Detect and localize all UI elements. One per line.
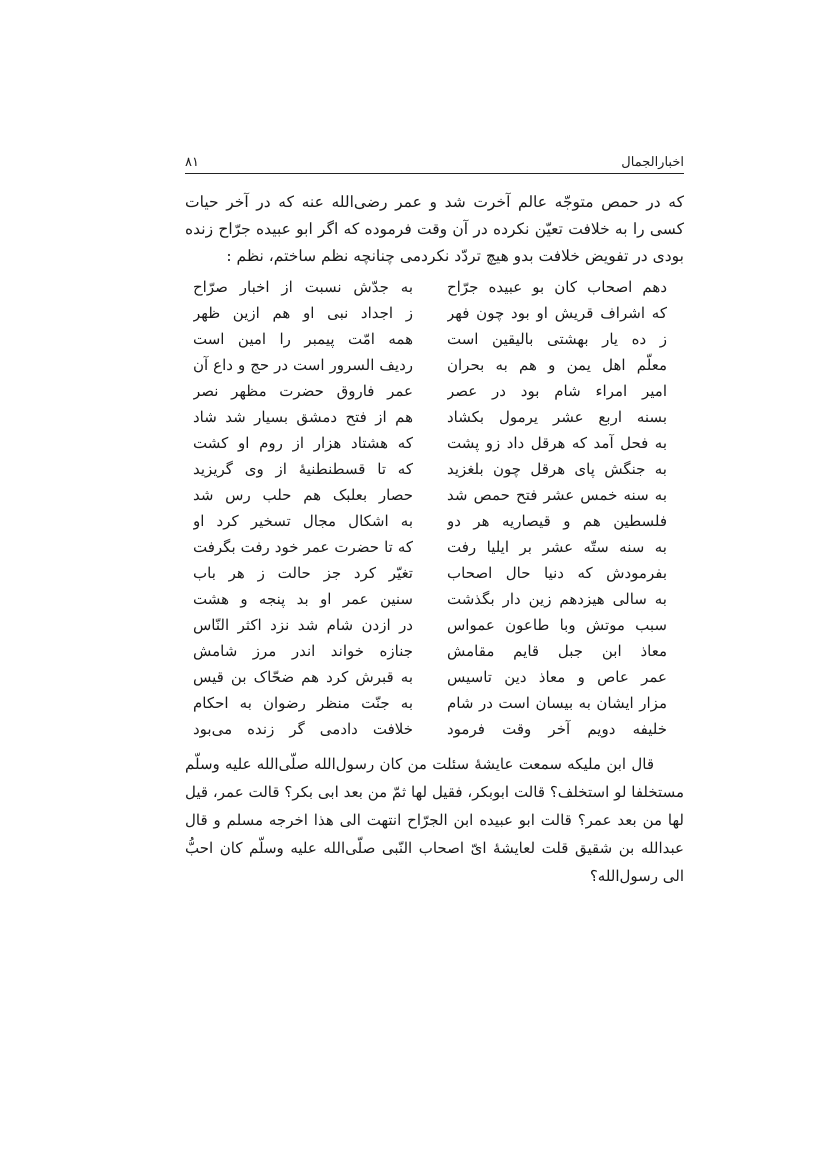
arabic-paragraph (185, 750, 684, 890)
poem-first-hemistich: بفرمودش که دنیا حال اصحاب (447, 564, 667, 582)
poem-first-hemistich: به سنه خمس عشر فتح حمص شد (447, 486, 667, 504)
poem-second-hemistich: به قبرش کرد هم ضحّاک بن قیس (193, 668, 413, 686)
poem-first-hemistich: دهم اصحاب کان بو عبیده جرّاح (447, 278, 667, 296)
poem-second-hemistich: حصار بعلبک هم حلب رس شد (193, 486, 413, 504)
poem-first-hemistich: به سالی هیزدهم زین دار بگذشت (447, 590, 667, 608)
poem-first-hemistich: بسنه اربع عشر یرمول بکشاد (447, 408, 667, 426)
poem-second-hemistich: خلافت دادمی گر زنده می‌بود (193, 720, 413, 738)
poem-second-hemistich: که تا قسطنطنیهٔ از وی گریزید (193, 460, 413, 478)
poem-second-hemistich: همه امّت پیمبر را امین است (193, 330, 413, 348)
poem-second-hemistich: ردیف السرور است در حج و داع آن (193, 356, 413, 374)
running-header (185, 150, 684, 174)
poem-second-hemistich: جنازه خواند اندر مرز شامش (193, 642, 413, 660)
poem-second-hemistich: عمر فاروق حضرت مظهر نصر (193, 382, 413, 400)
poem-first-hemistich: به جنگش پای هرقل چون بلغزید (447, 460, 667, 478)
poem-second-hemistich: به جنّت منظر رضوان به احکام (193, 694, 413, 712)
poem (185, 274, 684, 742)
poem-first-hemistich: به فحل آمد که هرقل داد زو پشت (447, 434, 667, 452)
poem-second-hemistich: که هشتاد هزار از روم او کشت (193, 434, 413, 452)
poem-first-hemistich: به سنه ستّه عشر بر ایلیا رفت (447, 538, 667, 556)
poem-first-hemistich: معاذ ابن جبل قایم مقامش (447, 642, 667, 660)
poem-second-hemistich: سنین عمر او بد پنجه و هشت (193, 590, 413, 608)
poem-first-hemistich: که اشراف قریش او بود چون فهر (447, 304, 667, 322)
poem-first-hemistich: ز ده یار بهشتی بالیقین است (447, 330, 667, 348)
poem-second-hemistich: که تا حضرت عمر خود رفت بگرفت (193, 538, 413, 556)
poem-first-hemistich: مزار ایشان به بیسان است در شام (447, 694, 667, 712)
running-title: اخبارالجمال (621, 155, 684, 170)
poem-second-hemistich: تغیّر کرد جز حالت ز هر باب (193, 564, 413, 582)
poem-first-hemistich: سبب موتش وبا طاعون عمواس (447, 616, 667, 634)
poem-second-hemistich: به جدّش نسبت از اخبار صرّاح (193, 278, 413, 296)
poem-second-hemistich: هم از فتح دمشق بسیار شد شاد (193, 408, 413, 426)
poem-first-hemistich: معلّم اهل یمن و هم به بحران (447, 356, 667, 374)
poem-first-hemistich: امیر امراء شام بود در عصر (447, 382, 667, 400)
arabic-text: قال ابن ملیکه سمعت عایشهٔ سئلت من کان رسول‌الله صلّی‌الله علیه وسلّم مستخلفا لو استخلف؟ قالت ابوبکر، فقیل لها ثمّ من بعد ابی بکر؟ قالت عمر، قیل لها من بعد عمر؟ قالت ابو عبیده ابن الجرّاح انتهت الی هذا اخرجه مسلم و قال عبدالله بن شقیق قلت لعایشهٔ ایّ اصحاب النّبی صلّی‌الله علیه وسلّم کان احبُّ الی رسول‌الله؟ (185, 755, 684, 885)
poem-first-hemistich: عمر عاص و معاذ دین تاسیس (447, 668, 667, 686)
poem-second-hemistich: به اشکال مجال تسخیر کرد او (193, 512, 413, 530)
poem-second-hemistich: ز اجداد نبی او هم ازین ظهر (193, 304, 413, 322)
intro-text: که در حمص متوجّه عالم آخرت شد و عمر رضی‌الله عنه که در آخر حیات کسی را به خلافت تعیّن نکرده در آن وقت فرموده که اگر ابو عبیده جرّاح زنده بودی در تفویض خلافت بدو هیچ تردّد نکردمی چنانچه نظم ساختم، نظم : (185, 193, 684, 265)
page-number: ۸۱ (185, 155, 199, 170)
book-page (185, 150, 684, 890)
poem-second-hemistich: در ازدن شام شد نزد اکثر النّاس (193, 616, 413, 634)
poem-first-hemistich: خلیفه دویم آخر وقت فرمود (447, 720, 667, 738)
intro-paragraph (185, 189, 684, 270)
poem-first-hemistich: فلسطین هم و قیصاریه هر دو (447, 512, 667, 530)
